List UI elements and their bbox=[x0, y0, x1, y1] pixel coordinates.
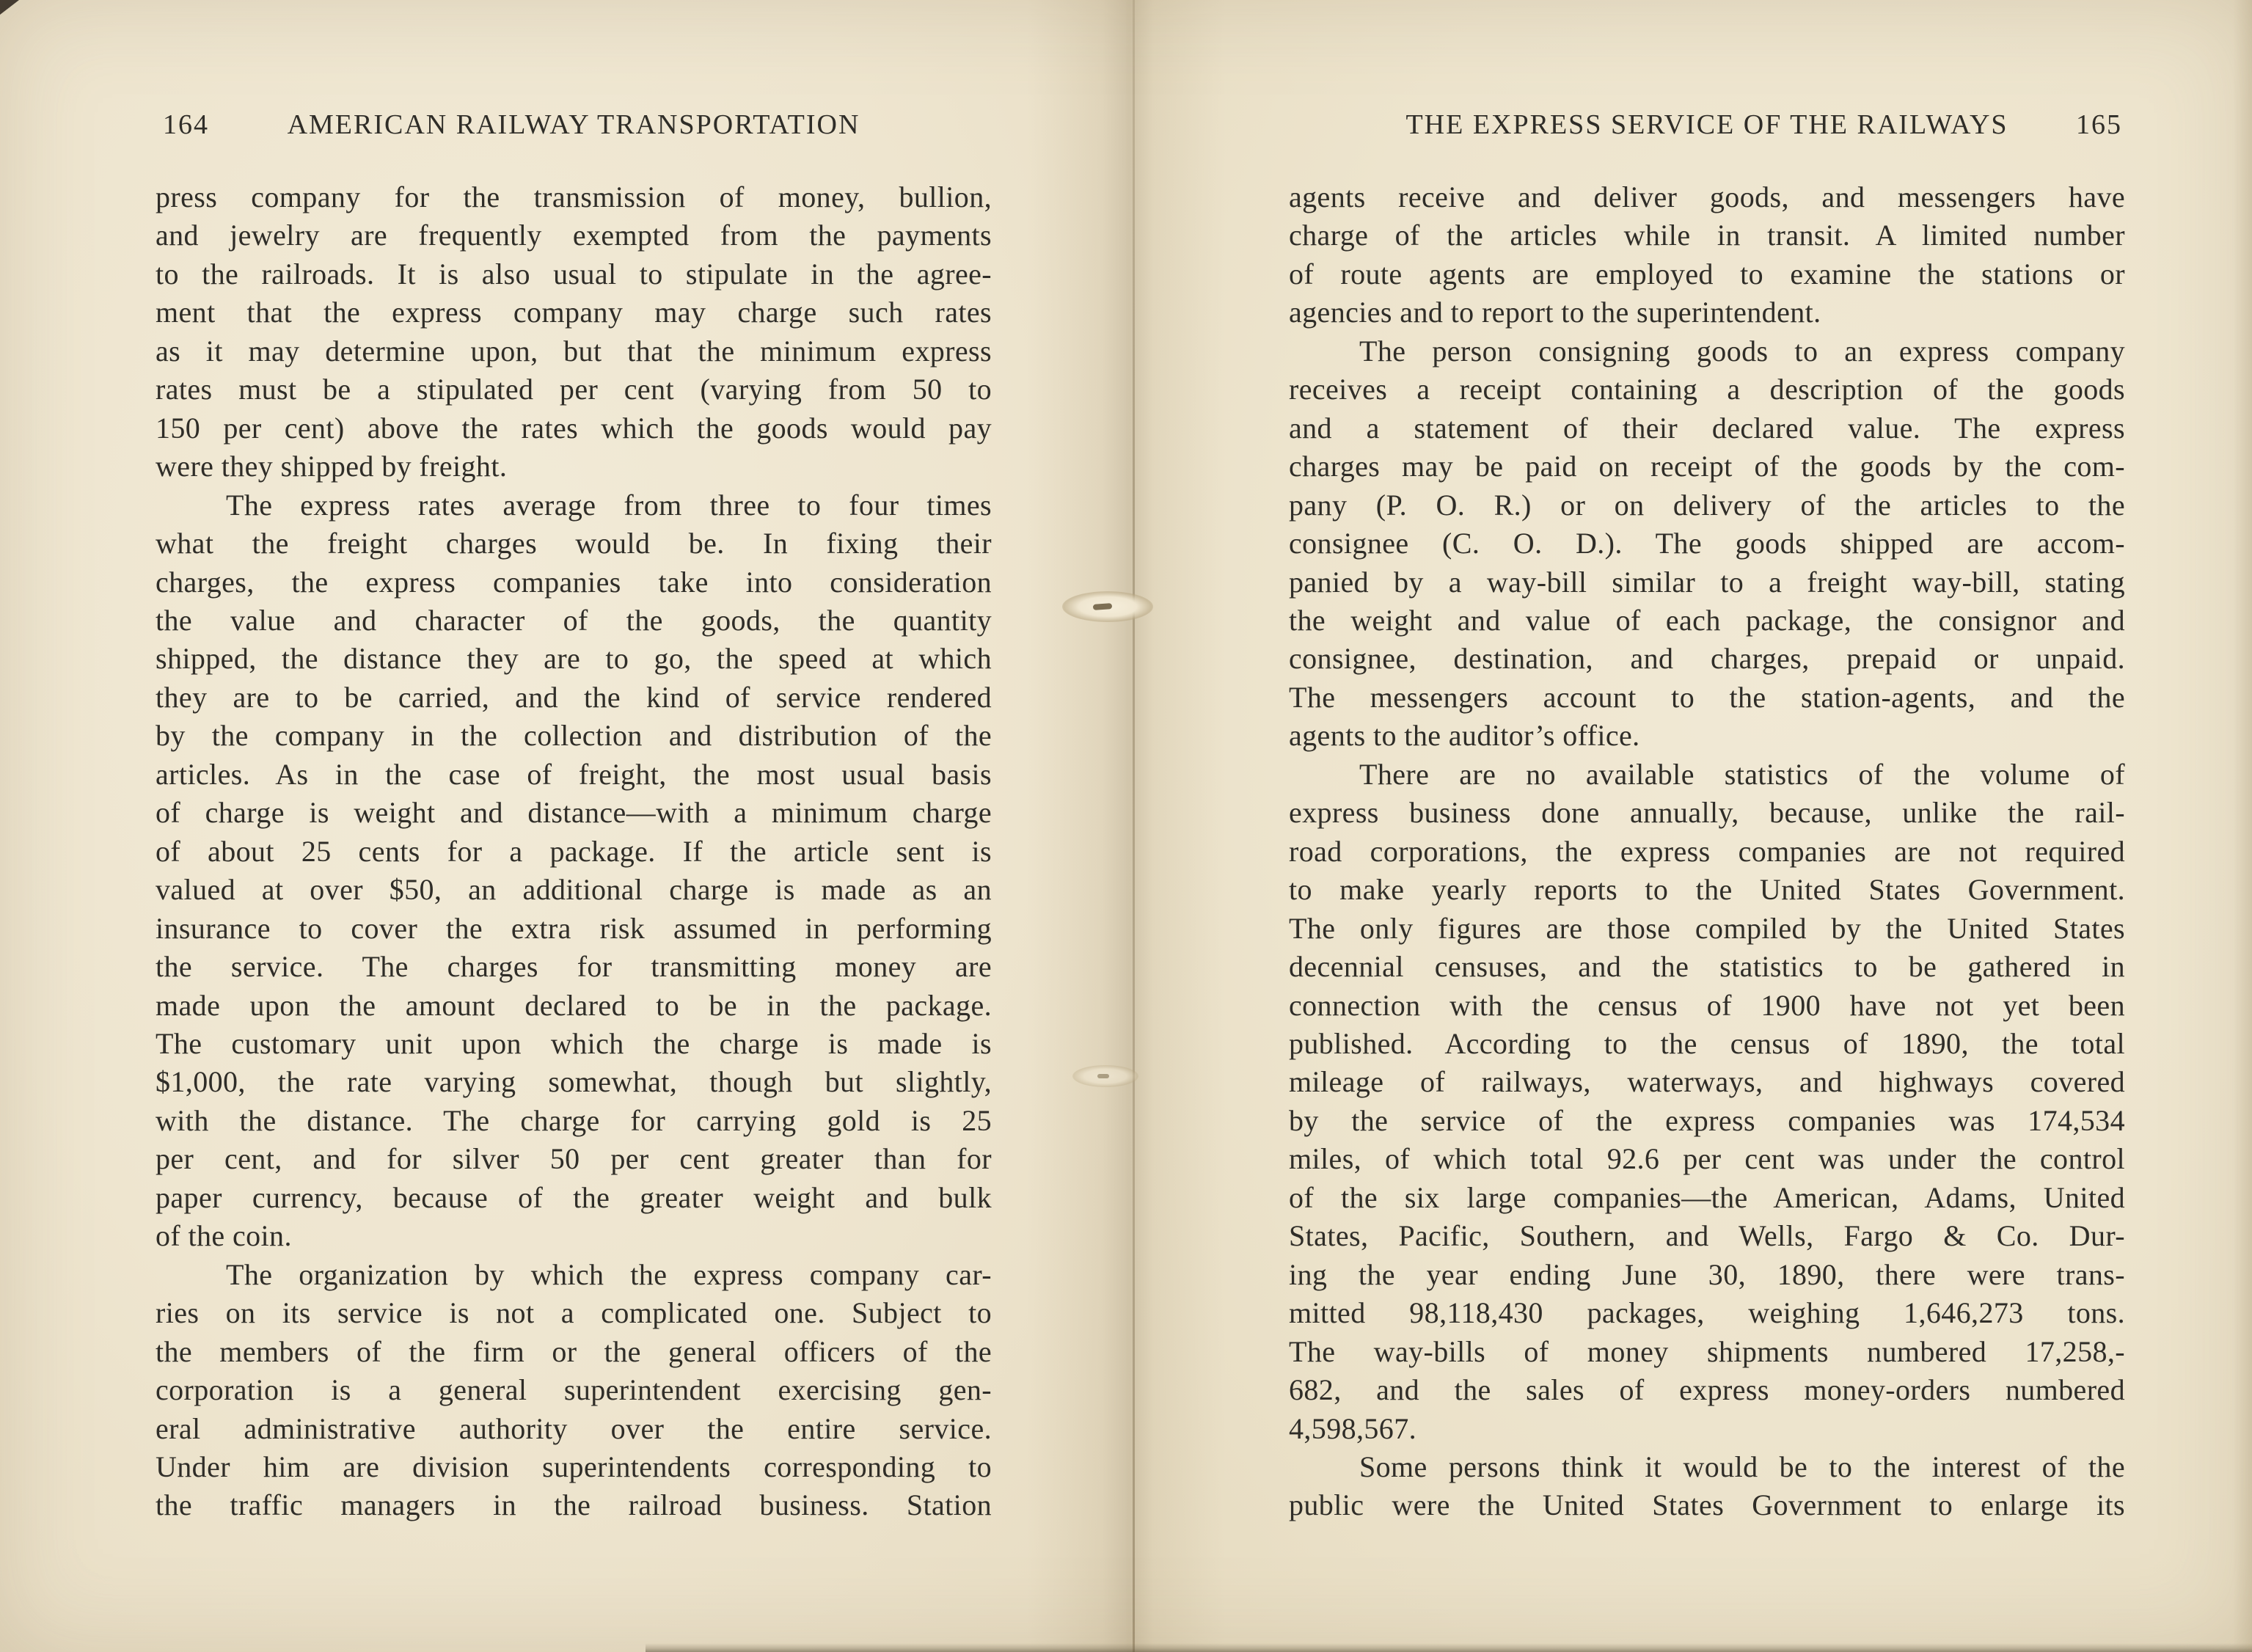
text-line: consignee, destination, and charges, prepaid or unpaid. bbox=[1289, 642, 2125, 676]
text-line: were they shipped by freight. bbox=[156, 450, 508, 483]
paragraph bbox=[156, 1256, 992, 1525]
text-line: The person consigning goods to an express company bbox=[1359, 334, 2125, 368]
text-line: and jewelry are frequently exempted from the payments bbox=[156, 219, 992, 252]
paragraph bbox=[1289, 1448, 2125, 1525]
text-line: ries on its service is not a complicated one. Subject to bbox=[156, 1296, 992, 1330]
text-line: mitted 98,118,430 packages, weighing 1,646,273 tons. bbox=[1289, 1296, 2125, 1330]
text-line: charges may be paid on receipt of the goods by the com- bbox=[1289, 450, 2125, 483]
text-line: the weight and value of each package, the consignor and bbox=[1289, 603, 2125, 637]
text-line: and a statement of their declared value. The express bbox=[1289, 411, 2125, 445]
text-line: express business done annually, because, unlike the rail- bbox=[1289, 796, 2125, 830]
text-line: of about 25 cents for a package. If the article sent is bbox=[156, 834, 992, 868]
text-line: the service. The charges for transmitting money are bbox=[156, 950, 992, 984]
text-line: press company for the transmission of money, bullion, bbox=[156, 180, 992, 213]
text-line: made upon the amount declared to be in the package. bbox=[156, 988, 992, 1022]
text-line: by the service of the express companies was 174,534 bbox=[1289, 1103, 2125, 1137]
right-running-title: THE EXPRESS SERVICE OF THE RAILWAYS bbox=[1405, 109, 2008, 140]
text-line: consignee (C. O. D.). The goods shipped are accom- bbox=[1289, 527, 2125, 560]
paragraph bbox=[1289, 332, 2125, 756]
text-line: $1,000, the rate varying somewhat, though but slightly, bbox=[156, 1065, 992, 1099]
text-line: of the six large companies—the American, Adams, United bbox=[1289, 1180, 2125, 1214]
paragraph bbox=[156, 486, 992, 1256]
right-page-text bbox=[1289, 178, 2125, 1525]
text-line: The way-bills of money shipments numbered 17,258,- bbox=[1289, 1334, 2125, 1368]
text-line: eral administrative authority over the entire service. bbox=[156, 1411, 992, 1445]
text-line: The only figures are those compiled by the United States bbox=[1289, 911, 2125, 945]
text-line: The messengers account to the station-agents, and the bbox=[1289, 680, 2125, 714]
right-page-number: 165 bbox=[2076, 109, 2122, 140]
text-line: the value and character of the goods, the quantity bbox=[156, 603, 992, 637]
text-line: panied by a way-bill similar to a freight way-bill, stating bbox=[1289, 565, 2125, 599]
text-line: mileage of railways, waterways, and highways covered bbox=[1289, 1065, 2125, 1099]
text-line: ing the year ending June 30, 1890, there were trans- bbox=[1289, 1257, 2125, 1291]
text-line: road corporations, the express companies are not required bbox=[1289, 834, 2125, 868]
text-line: There are no available statistics of the volume of bbox=[1359, 757, 2125, 791]
text-line: shipped, the distance they are to go, the speed at which bbox=[156, 642, 992, 676]
text-line: States, Pacific, Southern, and Wells, Fargo & Co. Dur- bbox=[1289, 1219, 2125, 1253]
right-page-header bbox=[1289, 109, 2125, 142]
paragraph bbox=[156, 178, 992, 486]
text-line: agents to the auditor’s office. bbox=[1289, 719, 1640, 753]
left-page-number: 164 bbox=[163, 109, 209, 140]
text-line: as it may determine upon, but that the minimum express bbox=[156, 334, 992, 368]
paragraph bbox=[1289, 178, 2125, 332]
text-line: charge of the articles while in transit. A limited number bbox=[1289, 219, 2125, 252]
text-line: what the freight charges would be. In fixing their bbox=[156, 527, 992, 560]
text-line: to the railroads. It is also usual to stipulate in the agree- bbox=[156, 257, 992, 290]
text-line: public were the United States Government to enlarge its bbox=[1289, 1488, 2125, 1522]
text-line: of route agents are employed to examine the stations or bbox=[1289, 257, 2125, 290]
left-page-header bbox=[156, 109, 992, 142]
text-line: paper currency, because of the greater weight and bulk bbox=[156, 1180, 992, 1214]
text-line: valued at over $50, an additional charge is made as an bbox=[156, 873, 992, 907]
text-line: the traffic managers in the railroad business. Station bbox=[156, 1488, 992, 1522]
text-line: Some persons think it would be to the interest of the bbox=[1359, 1450, 2125, 1483]
text-line: The express rates average from three to four times bbox=[226, 488, 992, 522]
text-line: agents receive and deliver goods, and messengers have bbox=[1289, 180, 2125, 213]
text-line: pany (P. O. R.) or on delivery of the articles to the bbox=[1289, 488, 2125, 522]
text-line: published. According to the census of 1890, the total bbox=[1289, 1026, 2125, 1060]
text-line: per cent, and for silver 50 per cent greater than for bbox=[156, 1142, 992, 1176]
left-page-text bbox=[156, 178, 992, 1525]
text-line: rates must be a stipulated per cent (varying from 50 to bbox=[156, 373, 992, 406]
text-line: The customary unit upon which the charge is made is bbox=[156, 1026, 992, 1060]
text-line: the members of the firm or the general officers of the bbox=[156, 1334, 992, 1368]
text-line: miles, of which total 92.6 per cent was under the control bbox=[1289, 1142, 2125, 1176]
text-line: of the coin. bbox=[156, 1219, 292, 1253]
text-line: agencies and to report to the superintendent. bbox=[1289, 296, 1821, 329]
text-line: 4,598,567. bbox=[1289, 1411, 1416, 1445]
text-line: 150 per cent) above the rates which the goods would pay bbox=[156, 411, 992, 445]
text-line: articles. As in the case of freight, the most usual basis bbox=[156, 757, 992, 791]
text-line: Under him are division superintendents corresponding to bbox=[156, 1450, 992, 1483]
paragraph bbox=[1289, 756, 2125, 1448]
text-line: connection with the census of 1900 have not yet been bbox=[1289, 988, 2125, 1022]
text-line: by the company in the collection and distribution of the bbox=[156, 719, 992, 753]
text-line: with the distance. The charge for carrying gold is 25 bbox=[156, 1103, 992, 1137]
text-line: ment that the express company may charge such rates bbox=[156, 296, 992, 329]
text-line: corporation is a general superintendent exercising gen- bbox=[156, 1373, 992, 1407]
text-line: receives a receipt containing a description of the goods bbox=[1289, 373, 2125, 406]
text-line: decennial censuses, and the statistics to be gathered in bbox=[1289, 950, 2125, 984]
text-line: of charge is weight and distance—with a minimum charge bbox=[156, 796, 992, 830]
text-line: The organization by which the express company car- bbox=[226, 1257, 992, 1291]
text-line: insurance to cover the extra risk assumed in performing bbox=[156, 911, 992, 945]
text-line: charges, the express companies take into consideration bbox=[156, 565, 992, 599]
text-line: to make yearly reports to the United States Government. bbox=[1289, 873, 2125, 907]
left-running-title: AMERICAN RAILWAY TRANSPORTATION bbox=[287, 109, 860, 140]
text-line: 682, and the sales of express money-orders numbered bbox=[1289, 1373, 2125, 1407]
right-page bbox=[1126, 0, 2252, 1652]
text-line: they are to be carried, and the kind of service rendered bbox=[156, 680, 992, 714]
